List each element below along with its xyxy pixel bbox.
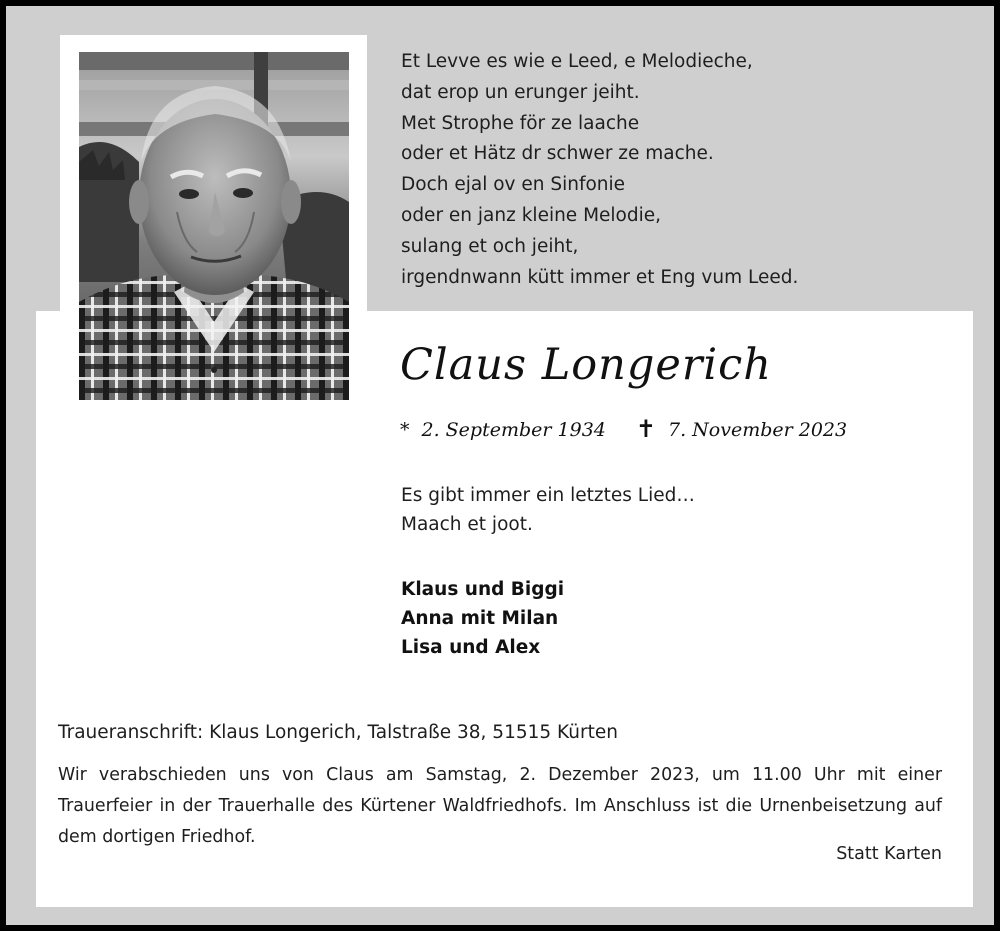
poem-line: Doch ejal ov en Sinfonie <box>401 174 626 196</box>
deceased-name: Claus Longerich <box>400 340 772 390</box>
birth-date: 2. September 1934 <box>421 419 606 441</box>
life-dates <box>400 414 847 442</box>
statt-karten-note: Statt Karten <box>836 844 942 864</box>
cross-icon: ✝ <box>635 415 656 443</box>
mourners-list <box>401 575 564 662</box>
poem-line: Met Strophe för ze laache <box>401 112 640 134</box>
death-date: 7. November 2023 <box>667 419 848 441</box>
motto-line: Es gibt immer ein letztes Lied… <box>401 485 695 506</box>
mourning-address: Traueranschrift: Klaus Longerich, Talstraße 38, 51515 Kürten <box>58 722 618 743</box>
mourner: Lisa und Alex <box>401 637 541 658</box>
motto-line: Maach et joot. <box>401 514 533 535</box>
poem-line: Et Levve es wie e Leed, e Melodieche, <box>401 51 753 72</box>
poem <box>401 47 961 293</box>
portrait-photo <box>79 52 349 400</box>
motto <box>401 481 695 539</box>
birth-star-icon: * <box>400 419 410 441</box>
poem-line: oder en janz kleine Melodie, <box>401 204 662 226</box>
poem-line: dat erop un erunger jeiht. <box>401 81 640 103</box>
poem-line: sulang et och jeiht, <box>401 235 579 257</box>
poem-line: irgendnwann kütt immer et Eng vum Leed. <box>401 266 799 288</box>
mourner: Klaus und Biggi <box>401 579 565 600</box>
mourner: Anna mit Milan <box>401 608 559 629</box>
funeral-details: Wir verabschieden uns von Claus am Samstag, 2. Dezember 2023, um 11.00 Uhr mit einer Trauerfeier in der Trauerhalle des Kürtener Waldfriedhofs. Im Anschluss ist die Urnenbeisetzung auf dem dortigen Friedhof. <box>58 765 942 847</box>
poem-line: oder et Hätz dr schwer ze mache. <box>401 143 714 165</box>
